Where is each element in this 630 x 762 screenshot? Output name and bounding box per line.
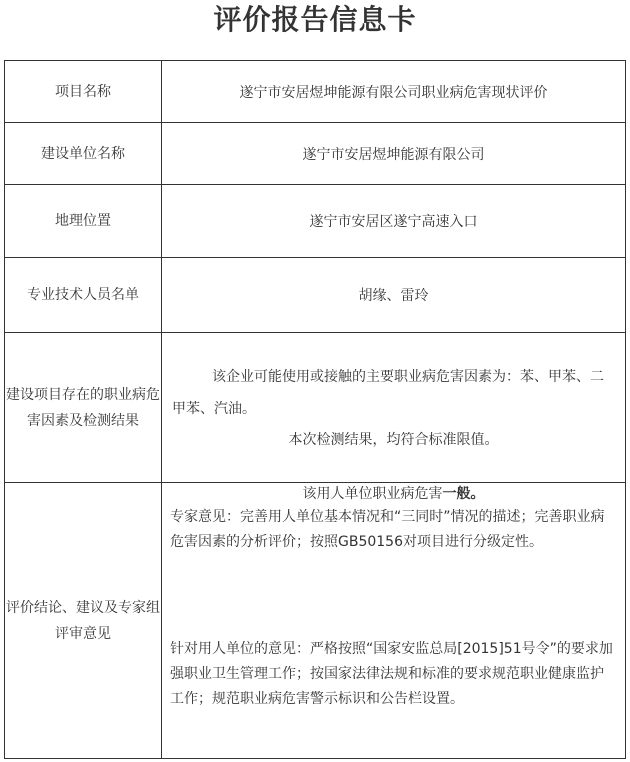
- staff-label: 专业技术人员名单: [5, 258, 162, 333]
- employer-opinion-text: 针对用人单位的意见：严格按照“国家安监总局[2015]51号令”的要求加强职业卫生管理工作；按国家法律法规和标准的要求规范职业健康监护工作；规范职业病危害警示标识和公告栏设置。: [170, 641, 613, 707]
- hazards-result-text: 本次检测结果，均符合标准限值。: [288, 431, 499, 448]
- project-name-label: 项目名称: [5, 61, 162, 123]
- construction-unit-value: 遂宁市安居煜坤能源有限公司: [162, 123, 626, 185]
- info-card-table: [4, 60, 626, 759]
- table-row: [5, 483, 626, 759]
- hazard-level-prefix: 该用人单位职业病危害: [302, 486, 443, 502]
- construction-unit-label: 建设单位名称: [5, 123, 162, 185]
- table-row: [5, 185, 626, 258]
- conclusion-label: 评价结论、建议及专家组评审意见: [5, 483, 162, 759]
- table-row: [5, 61, 626, 123]
- location-label: 地理位置: [5, 185, 162, 258]
- hazards-factors-text: 该企业可能使用或接触的主要职业病危害因素为：苯、甲苯、二甲苯、汽油。: [172, 368, 604, 417]
- table-row: [5, 258, 626, 333]
- opinion-spacer: [162, 555, 625, 637]
- hazards-label: 建设项目存在的职业病危害因素及检测结果: [5, 333, 162, 483]
- table-row: [5, 123, 626, 185]
- staff-value: 胡缘、雷玲: [162, 258, 626, 333]
- location-value: 遂宁市安居区遂宁高速入口: [162, 185, 626, 258]
- page-title: 评价报告信息卡: [213, 3, 417, 36]
- project-name-value: 遂宁市安居煜坤能源有限公司职业病危害现状评价: [162, 61, 626, 123]
- expert-opinion-text: 专家意见：完善用人单位基本情况和“三同时”情况的描述；完善职业病危害因素的分析评价；按照GB50156对项目进行分级定性。: [170, 509, 605, 550]
- conclusion-cell: [162, 483, 626, 759]
- hazard-level-value: 一般。: [442, 486, 485, 502]
- table-row: [5, 333, 626, 483]
- hazards-cell: [162, 333, 626, 483]
- hazard-level-line: [162, 483, 625, 505]
